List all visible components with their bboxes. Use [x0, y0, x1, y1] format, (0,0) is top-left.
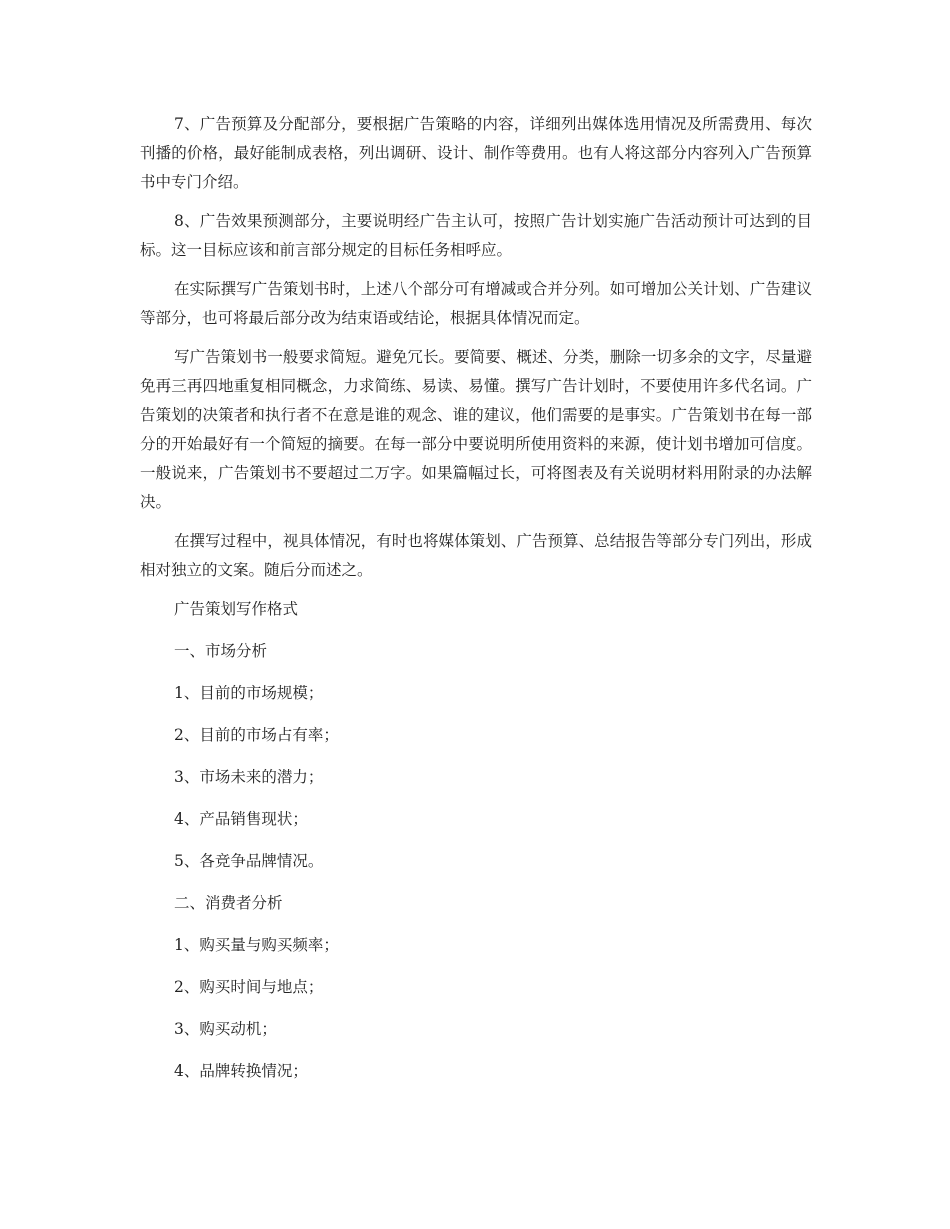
list-item: 4、产品销售现状；	[174, 810, 308, 828]
list-item: 4、品牌转换情况；	[174, 1062, 308, 1080]
document-page	[140, 110, 812, 1099]
list-item: 1、购买量与购买频率；	[174, 936, 339, 954]
list-item: 3、购买动机；	[174, 1020, 277, 1038]
list-item: 2、购买时间与地点；	[174, 978, 324, 996]
list-item: 3、市场未来的潜力；	[174, 768, 324, 786]
paragraph-independent-docs: 在撰写过程中，视具体情况，有时也将媒体策划、广告预算、总结报告等部分专门列出，形成相对独立的文案。随后分而述之。	[140, 532, 812, 579]
heading-consumer-analysis: 二、消费者分析	[174, 894, 283, 912]
paragraph-writing-requirements: 写广告策划书一般要求简短。避免冗长。要简要、概述、分类，删除一切多余的文字，尽量避免再三再四地重复相同概念，力求简练、易读、易懂。撰写广告计划时，不要使用许多代名词。广告策划的决策者和执行者不在意是谁的观念、谁的建议，他们需要的是事实。广告策划书在每一部分的开始最好有一个简短的摘要。在每一部分中要说明所使用资料的来源，使计划书增加可信度。一般说来，广告策划书不要超过二万字。如果篇幅过长，可将图表及有关说明材料用附录的办法解决。	[140, 348, 812, 511]
list-item: 5、各竞争品牌情况。	[174, 852, 324, 870]
list-item: 2、目前的市场占有率；	[174, 726, 339, 744]
heading-market-analysis: 一、市场分析	[174, 642, 268, 660]
list-item: 1、目前的市场规模；	[174, 684, 324, 702]
paragraph-budget: 7、广告预算及分配部分，要根据广告策略的内容，详细列出媒体选用情况及所需费用、每次刊播的价格，最好能制成表格，列出调研、设计、制作等费用。也有人将这部分内容列入广告预算书中专门介绍。	[140, 115, 812, 191]
paragraph-effect-forecast: 8、广告效果预测部分，主要说明经广告主认可，按照广告计划实施广告活动预计可达到的目标。这一目标应该和前言部分规定的目标任务相呼应。	[140, 212, 812, 259]
paragraph-adjust-sections: 在实际撰写广告策划书时，上述八个部分可有增减或合并分列。如可增加公关计划、广告建议等部分，也可将最后部分改为结束语或结论，根据具体情况而定。	[140, 280, 812, 327]
section-title-format: 广告策划写作格式	[174, 600, 299, 618]
